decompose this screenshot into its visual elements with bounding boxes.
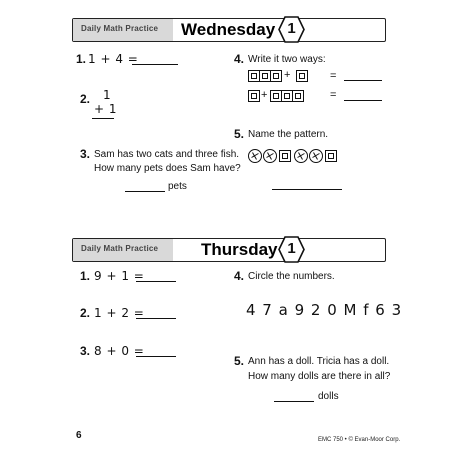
question-number: 4. xyxy=(234,269,245,283)
answer-blank[interactable] xyxy=(344,100,382,101)
cube-icon xyxy=(325,150,337,162)
banner-label: Daily Math Practice xyxy=(81,244,159,253)
cube-icon xyxy=(296,70,308,82)
answer-blank[interactable] xyxy=(272,189,342,190)
question-number: 3. xyxy=(80,147,91,161)
cube-icon xyxy=(270,70,282,82)
vertical-bottom-number: + 1 xyxy=(94,102,118,116)
answer-blank[interactable] xyxy=(136,281,176,282)
ball-icon xyxy=(309,149,323,163)
ball-icon xyxy=(294,149,308,163)
day-title: Thursday xyxy=(201,240,278,259)
question-number: 1. xyxy=(76,52,87,66)
question-number: 3. xyxy=(80,344,91,358)
word-problem-line: Ann has a doll. Tricia has a doll. xyxy=(248,356,390,367)
question-number: 4. xyxy=(234,52,245,66)
word-problem-line: How many dolls are there in all? xyxy=(248,371,391,382)
addition-expression: 8 + 0 = xyxy=(94,344,145,358)
addition-expression: 1 + 4 = xyxy=(88,52,139,66)
addition-expression: 1 + 2 = xyxy=(94,306,145,320)
plus-sign: + xyxy=(284,69,291,81)
sum-line[interactable] xyxy=(92,118,114,119)
answer-blank[interactable] xyxy=(125,191,165,192)
addition-expression: 9 + 1 = xyxy=(94,269,145,283)
equals-sign: = xyxy=(330,70,337,82)
banner-label: Daily Math Practice xyxy=(81,24,159,33)
answer-blank[interactable] xyxy=(136,318,176,319)
answer-blank[interactable] xyxy=(132,64,178,65)
week-number: 1 xyxy=(287,20,296,37)
cube-icon xyxy=(248,90,260,102)
question-number: 1. xyxy=(80,269,91,283)
question-number: 2. xyxy=(80,92,91,106)
plus-sign: + xyxy=(261,89,268,101)
ball-icon xyxy=(248,149,262,163)
answer-blank[interactable] xyxy=(344,80,382,81)
week-number-hexagon xyxy=(278,236,305,263)
answer-blank[interactable] xyxy=(136,356,176,357)
word-problem-line: How many pets does Sam have? xyxy=(94,163,241,174)
ball-icon xyxy=(263,149,277,163)
week-number: 1 xyxy=(287,240,296,257)
week-number-hexagon xyxy=(278,16,305,43)
question-number: 2. xyxy=(80,306,91,320)
wednesday-header xyxy=(72,18,386,42)
cube-icon xyxy=(279,150,291,162)
answer-blank[interactable] xyxy=(274,401,314,402)
question-prompt: Write it two ways: xyxy=(248,54,326,65)
daily-math-practice-banner xyxy=(73,19,173,41)
question-number: 5. xyxy=(234,127,245,141)
answer-unit: dolls xyxy=(318,391,339,402)
publisher-credit: EMC 750 • © Evan-Moor Corp. xyxy=(318,437,401,443)
word-problem-line: Sam has two cats and three fish. xyxy=(94,149,240,160)
question-number: 5. xyxy=(234,354,245,368)
answer-unit: pets xyxy=(168,181,187,192)
page-number: 6 xyxy=(76,430,82,441)
daily-math-practice-banner xyxy=(73,239,173,261)
thursday-header xyxy=(72,238,386,262)
equals-sign: = xyxy=(330,89,337,101)
question-prompt: Name the pattern. xyxy=(248,129,329,140)
vertical-top-number: 1 xyxy=(103,88,112,102)
day-title: Wednesday xyxy=(181,20,276,39)
question-prompt: Circle the numbers. xyxy=(248,271,335,282)
cube-icon xyxy=(292,90,304,102)
mixed-characters[interactable]: 4 7 a 9 2 0 M f 6 3 xyxy=(246,301,403,319)
